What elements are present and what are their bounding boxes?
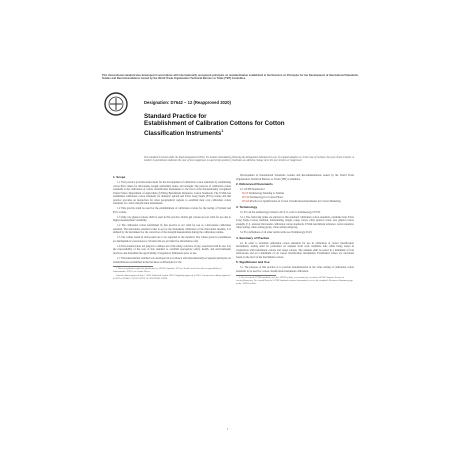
paragraph: 1.2 This practice shall be used for the establishment of calibration cottons for the testing of Upland and ELS cottons. — [113, 207, 231, 214]
title-line — [144, 128, 334, 137]
reference-title: Terminology for Cotton Fibers — [249, 196, 283, 200]
page-number: 1 — [227, 427, 229, 431]
document-title — [144, 113, 334, 137]
significance-paragraphs — [236, 266, 354, 273]
reference-code-link[interactable]: D7139 — [242, 196, 250, 200]
reference-item — [242, 200, 354, 204]
reference-code-link[interactable]: D7410 — [242, 200, 250, 204]
section-heading-referenced-documents: 2. Referenced Documents — [236, 182, 273, 186]
right-column — [236, 174, 354, 287]
standard-issuance-notice: This standard is issued under the fixed designation D7642; the number immediately following the designation indicates the year of original adoption or, in the case of revision, the year of last revision. A number in parentheses indicates the year of last reapproval. A superscript epsilon (ε) indicates an editorial change since the last revision or reapproval. — [144, 156, 354, 163]
left-column — [113, 174, 231, 282]
continued-paragraph: Development of International Standards, Guides and Recommendations issued by the World Trade Organization Technical Barriers to Trade (TBT) Committee. — [236, 174, 354, 181]
footnote: Current edition approved July 1, 2020. Published August 2020. Originally approved in 2012. Last previous edition approved in 2017 as D7642–12 (2017). DOI: 10.1520/D7642-12R20. — [113, 274, 231, 280]
astm-logo-icon — [103, 91, 129, 117]
reference-item — [242, 196, 354, 200]
paragraph: 3.1.1 The following terms are relevant to this standard: calibration cotton standards, candidate bale, Extra Long Staple Cotton, habitual, harmonizing, length, rouge cotton, roller ginned cotton, saw ginned cotton, strength, U.S. national micronaire calibration cotton standards, USDA benchmark reference cotton standard, value setting, value setting group, value setting subgroup. — [236, 215, 354, 230]
reference-title: Terminology Relating to Textiles — [248, 192, 285, 196]
section-heading-terminology: 3. Terminology — [236, 204, 258, 209]
left-footnotes — [113, 268, 231, 281]
summary-paragraphs — [236, 242, 354, 260]
paragraph: 1.3 Only raw ginned cottons shall be used in this practice. Roller gin cottons are not valid for use due to higher measurement variability. — [113, 215, 231, 223]
right-footnotes — [236, 277, 354, 286]
paragraph: 1.7 This international standard was developed in accordance with internationally recognized principles on standardization established in the Decision on Principles for the — [113, 257, 231, 264]
refs-intro: 2.1 ASTM Standards:2 — [240, 188, 265, 191]
footnote: 2 For referenced ASTM standards, visit the ASTM website, www.astm.org, or contact ASTM Customer Service at service@astm.org. For Annual Book of ASTM Standards volume information, refer to the standard's Document Summary page on the ASTM website. — [236, 277, 353, 286]
section-heading-summary: 4. Summary of Practice — [236, 235, 270, 240]
footnote: 1 This test method is under the jurisdiction of ASTM Committee D13 on Textiles and is the direct responsibility of Subcommittee D13.11 on Cotton Fibers. — [113, 267, 222, 273]
title-line: Establishment of Calibration Cottons for Cotton — [144, 120, 285, 128]
title-footnote-mark: 1 — [221, 128, 224, 133]
reference-list — [236, 192, 354, 204]
paragraph: 3.2 For definitions of all other textile terms see Terminology D123. — [240, 231, 313, 235]
paragraph: 4.1 In order to establish calibration cotton standards for use in calibration of cotton classification instruments, testing shall be performed on samples from each candidate bale while being tested in conjunction with benchmark cottons and rouge cottons. The samples shall be tested in a minimum of four laboratories and on a minimum of six cotton classification instruments. Established values are calculated based on the level of the benchmark cottons. — [236, 241, 354, 259]
terminology-paragraphs — [236, 211, 354, 235]
section-heading-significance: 5. Significance and Use — [236, 260, 270, 265]
reference-code-link[interactable]: D123 — [242, 192, 248, 196]
title-line-text: Classification Instruments — [144, 129, 222, 137]
paragraph: 1.4 The calibration cotton established by this practice is not valid for use as a micronaire calibration standard. The micronaire standard value is set for the instrument calibration of the micronaire module; it is utilized by the instrument for the correction of the strength measurement during the calibration routine. — [113, 224, 231, 235]
reference-title: Practice for Qualification of Cotton Classification Instruments for Cotton Marketing — [250, 200, 341, 204]
reference-item — [242, 192, 354, 196]
paragraph: 5.1 The purpose of this practice is to provide standardization in the value setting of calibration cotton standards to be used for cotton classification instrument calibration. — [236, 266, 354, 273]
paragraph: 1.1 This practice provides instructions for the development of calibration cotton standards by establishing cotton fiber values for micronaire, length, uniformity index, and strength. The purpose of calibration cotton standards is the calibration of cotton classification instruments to the level of the internationally recognized United States Department of Agriculture (USDA) Benchmark Reference Cotton Standards. The USDA has established calibration cotton standards for domestic upland and Extra Long Staple (ELS) cottons and this practice provides an instruction for other geographical regions to establish their own calibration cotton standards for cotton classification instruments. — [113, 181, 231, 205]
scope-paragraphs — [113, 181, 231, 264]
international-standard-notice: This international standard was developed in accordance with internationally recognized principles on standardization established in the Decision on Principles for the Development of International Standards, Guides and Recommendations issued by the World Trade Organization Technical Barriers to Trade (TBT) Committee. — [102, 74, 359, 81]
paragraph: 1.6 This standard does not purport to address all of the safety concerns, if any, associated with its use. It is the responsibility of the user of this standard to establish appropriate safety, health, and environmental practices and determine the applicability of regulatory limitations prior to use. — [113, 244, 231, 255]
designation: Designation: D7642 − 12 (Reapproved 2020) — [144, 100, 231, 105]
title-line: Standard Practice for — [144, 113, 207, 120]
section-heading-scope: 1. Scope — [113, 175, 126, 179]
paragraph: 3.1 For all the terminology related to D13.11, refer to Terminology D7139. — [240, 210, 321, 214]
paragraph: 1.5 The values stated in inch-pound are to be regarded as the standard. The values given in parentheses are mathematical conversions to SI units that are provided for information only. — [113, 236, 231, 243]
